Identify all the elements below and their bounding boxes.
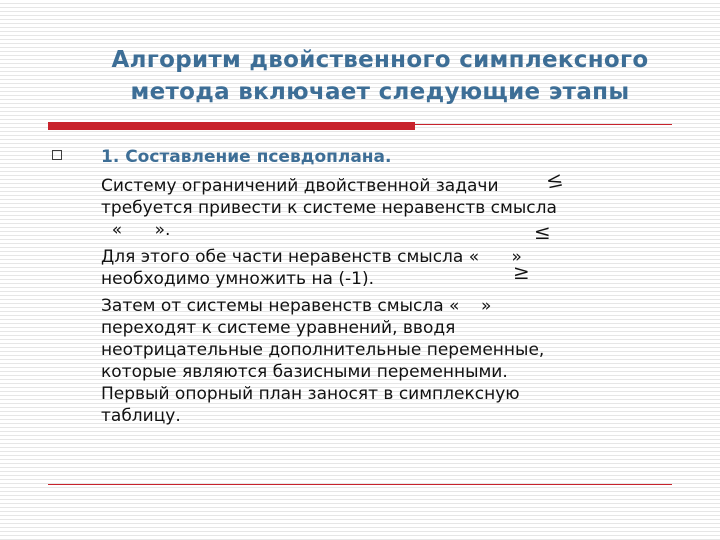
paragraph-1-line-3: « ». xyxy=(101,220,171,240)
paragraph-2-line-1: Для этого обе части неравенств смысла « » xyxy=(101,247,522,267)
slide-title-line-2: метода включает следующие этапы xyxy=(130,79,630,105)
paragraph-1-line-2: требуется привести к системе неравенств смысла xyxy=(101,198,557,218)
less-or-equal-symbol: ≤ xyxy=(543,166,566,194)
bottom-divider xyxy=(48,484,672,485)
greater-or-equal-symbol: ≥ xyxy=(513,260,530,284)
slide-title-line-1: Алгоритм двойственного симплексного xyxy=(111,47,649,73)
paragraph-3-line-6: таблицу. xyxy=(101,406,181,426)
paragraph-1-line-1: Систему ограничений двойственной задачи xyxy=(101,176,499,196)
title-divider-thick xyxy=(48,122,415,130)
slide-title xyxy=(60,44,700,108)
paragraph-3-line-4: которые являются базисными переменными. xyxy=(101,362,508,382)
paragraph-3-line-2: переходят к системе уравнений, вводя xyxy=(101,318,456,338)
section-heading: 1. Составление псевдоплана. xyxy=(101,147,392,167)
bullet-square-icon xyxy=(52,150,62,160)
less-or-equal-symbol-2: ≤ xyxy=(534,220,551,244)
paragraph-3-line-3: неотрицательные дополнительные переменные, xyxy=(101,340,545,360)
paragraph-3-line-1: Затем от системы неравенств смысла « » xyxy=(101,296,492,316)
paragraph-2-line-2: необходимо умножить на (-1). xyxy=(101,269,374,289)
paragraph-3-line-5: Первый опорный план заносят в симплексную xyxy=(101,384,520,404)
